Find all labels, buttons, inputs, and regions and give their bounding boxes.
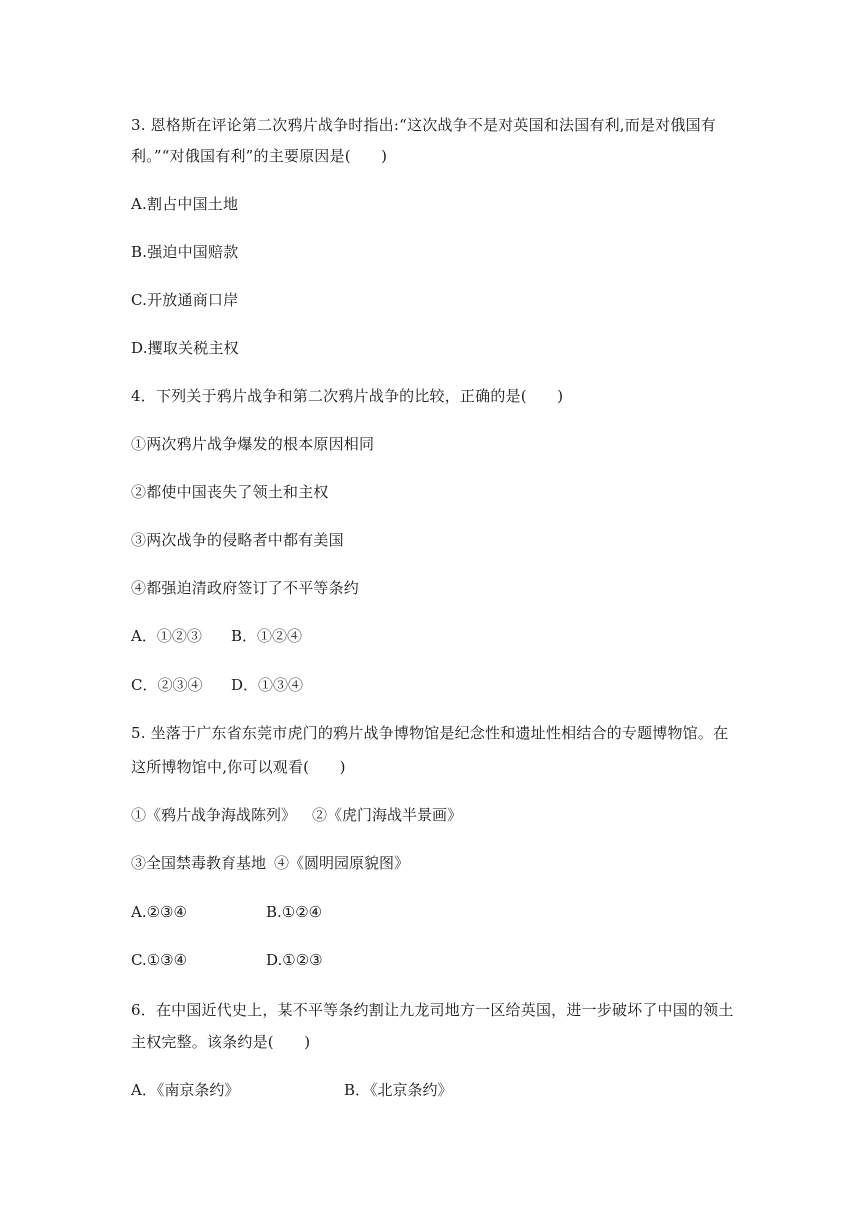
q4-statement-3: ③两次战争的侵略者中都有美国 bbox=[131, 531, 344, 549]
q3-option-a: A.割占中国土地 bbox=[131, 195, 239, 213]
q4-option-a: A．①②③ bbox=[131, 627, 202, 645]
q6-option-b: B．《北京条约》 bbox=[344, 1081, 453, 1099]
q5-stem-line1: 5. 坐落于广东省东莞市虎门的鸦片战争博物馆是纪念性和遗址性相结合的专题博物馆。在 bbox=[131, 724, 729, 742]
q4-statement-4: ④都强迫清政府签订了不平等条约 bbox=[131, 579, 360, 597]
q3-option-d: D.攫取关税主权 bbox=[131, 339, 239, 357]
q5-option-a: A.②③④ bbox=[131, 903, 187, 921]
q4-options-row2 bbox=[131, 675, 303, 695]
q5-statement-4: ④《圆明园原貌图》 bbox=[274, 854, 410, 872]
q6-option-a: A．《南京条约》 bbox=[131, 1081, 240, 1099]
q6-stem-line2: 主权完整。该条约是( ) bbox=[131, 1033, 311, 1051]
q6-options-row1 bbox=[131, 1080, 453, 1100]
q5-statements-row2 bbox=[131, 853, 409, 873]
q3-option-c: C.开放通商口岸 bbox=[131, 291, 239, 309]
q5-option-c: C.①③④ bbox=[131, 951, 188, 969]
q4-stem: 4．下列关于鸦片战争和第二次鸦片战争的比较，正确的是( ) bbox=[131, 387, 564, 405]
q5-statement-3: ③全国禁毒教育基地 bbox=[131, 854, 267, 872]
q5-option-d: D.①②③ bbox=[266, 951, 323, 969]
q5-statement-2: ②《虎门海战半景画》 bbox=[312, 806, 463, 824]
q4-statement-1: ①两次鸦片战争爆发的根本原因相同 bbox=[131, 435, 375, 453]
q5-statements-row1 bbox=[131, 805, 462, 825]
q3-option-b: B.强迫中国赔款 bbox=[131, 243, 239, 261]
q4-option-d: D．①③④ bbox=[231, 676, 304, 694]
q5-options-row1 bbox=[131, 902, 322, 922]
q6-stem-line1: 6．在中国近代史上，某不平等条约割让九龙司地方一区给英国，进一步破坏了中国的领土 bbox=[131, 1001, 734, 1019]
q4-options-row1 bbox=[131, 626, 302, 646]
q5-options-row2 bbox=[131, 950, 323, 970]
q5-option-b: B.①②④ bbox=[266, 903, 323, 921]
q5-statement-1: ①《鸦片战争海战陈列》 bbox=[131, 806, 297, 824]
q3-stem-line1: 3. 恩格斯在评论第二次鸦片战争时指出:“这次战争不是对英国和法国有利,而是对俄国有 bbox=[131, 116, 716, 134]
q5-stem-line2: 这所博物馆中,你可以观看( ) bbox=[131, 758, 346, 776]
q4-statement-2: ②都使中国丧失了领土和主权 bbox=[131, 483, 329, 501]
q4-option-b: B．①②④ bbox=[231, 627, 303, 645]
q3-stem-line2: 利。”“对俄国有利”的主要原因是( ) bbox=[131, 147, 388, 165]
q4-option-c: C．②③④ bbox=[131, 676, 203, 694]
